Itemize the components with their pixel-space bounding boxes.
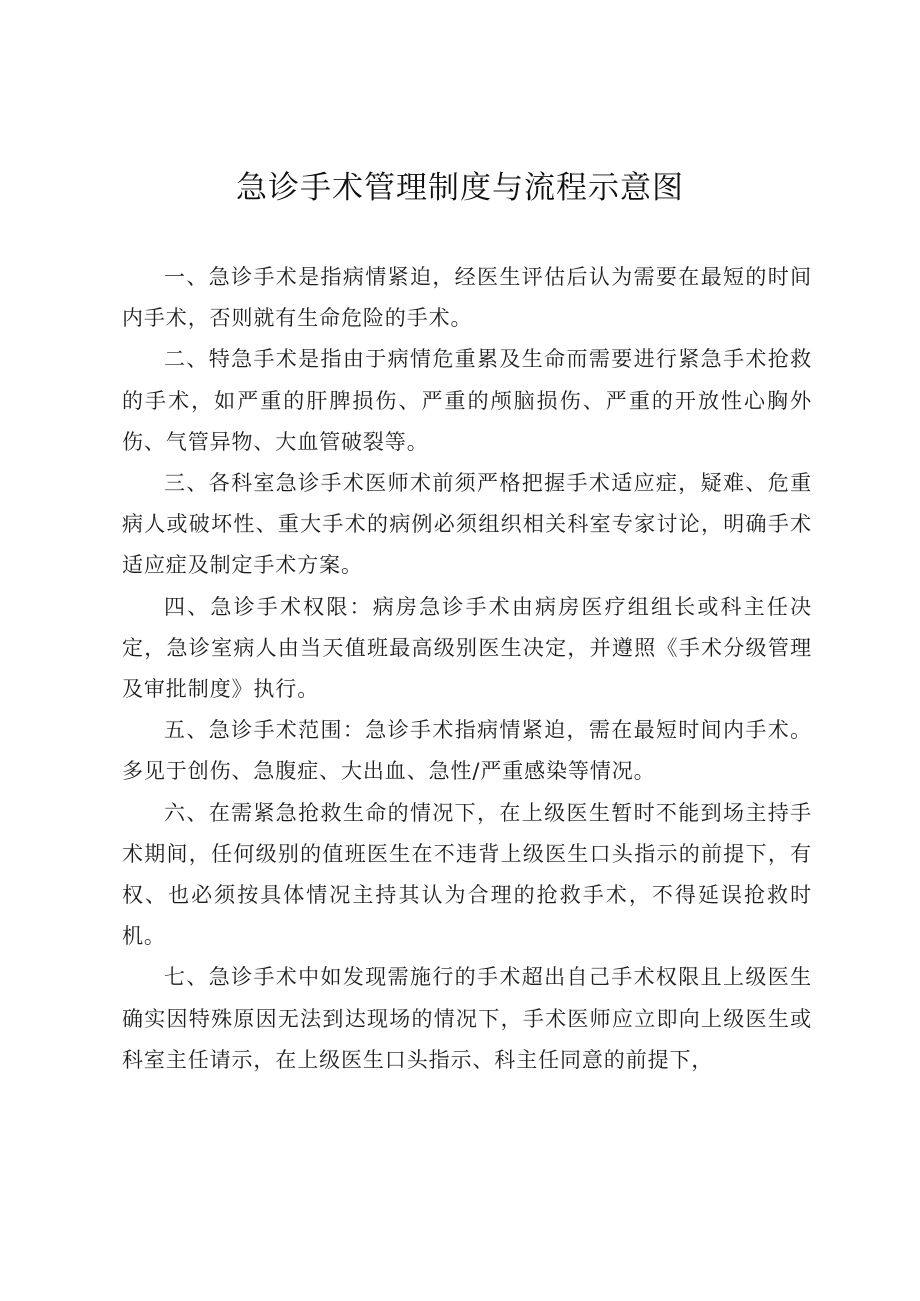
document-body	[122, 257, 812, 1081]
paragraph-6: 六、在需紧急抢救生命的情况下，在上级医生暂时不能到场主持手术期间，任何级别的值班医生在不违背上级医生口头指示的前提下，有权、也必须按具体情况主持其认为合理的抢救手术，不得延误抢救时机。	[122, 800, 812, 949]
paragraph-1: 一、急诊手术是指病情紧迫，经医生评估后认为需要在最短的时间内手术，否则就有生命危险的手术。	[122, 265, 812, 331]
paragraph-5: 五、急诊手术范围：急诊手术指病情紧迫，需在最短时间内手术。多见于创伤、急腹症、大出血、急性/严重感染等情况。	[122, 718, 812, 784]
page-title: 急诊手术管理制度与流程示意图	[236, 170, 684, 206]
paragraph-3: 三、各科室急诊手术医师术前须严格把握手术适应症，疑难、危重病人或破坏性、重大手术的病例必须组织相关科室专家讨论，明确手术适应症及制定手术方案。	[122, 471, 812, 578]
paragraph-4: 四、急诊手术权限：病房急诊手术由病房医疗组组长或科主任决定，急诊室病人由当天值班最高级别医生决定，并遵照《手术分级管理及审批制度》执行。	[122, 594, 812, 702]
paragraph-2: 二、特急手术是指由于病情危重累及生命而需要进行紧急手术抢救的手术，如严重的肝脾损伤、严重的颅脑损伤、严重的开放性心胸外伤、气管异物、大血管破裂等。	[122, 347, 812, 454]
paragraph-7: 七、急诊手术中如发现需施行的手术超出自己手术权限且上级医生确实因特殊原因无法到达现场的情况下，手术医师应立即向上级医生或科室主任请示，在上级医生口头指示、科主任同意的前提下，	[122, 965, 812, 1072]
